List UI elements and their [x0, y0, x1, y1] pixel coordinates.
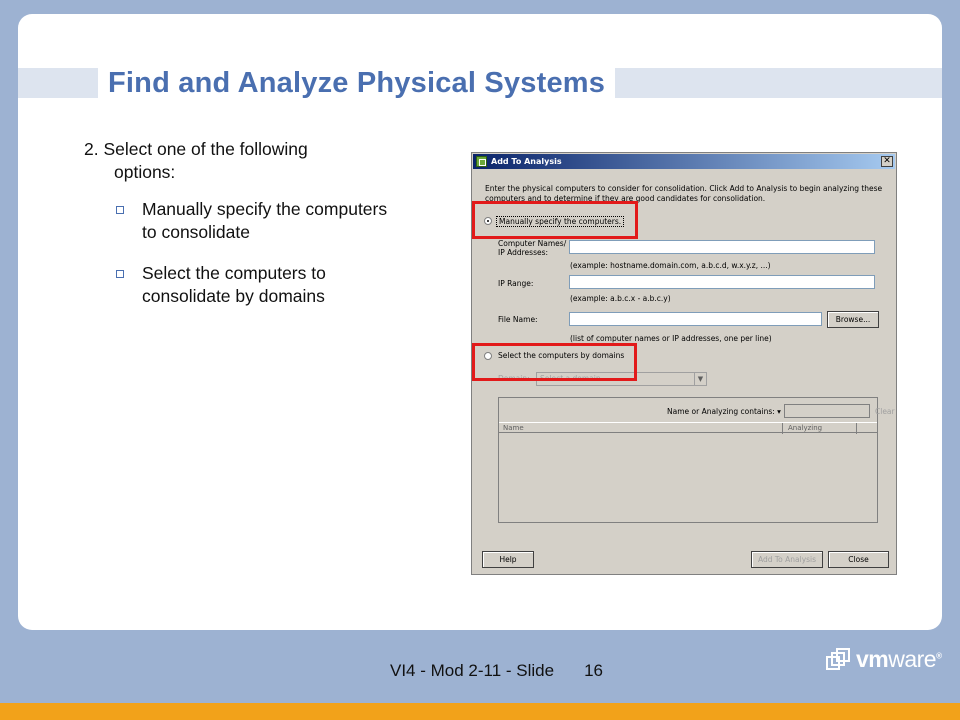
logo-bold: vm: [856, 646, 889, 672]
slide-number: 16: [584, 661, 604, 680]
browse-button[interactable]: Browse...: [827, 311, 879, 328]
bullet-text: Select the computers to consolidate by domains: [142, 263, 326, 306]
vmware-mark-icon: [826, 648, 852, 672]
close-button[interactable]: Close: [828, 551, 889, 568]
file-name-input[interactable]: [569, 312, 822, 326]
filter-label[interactable]: Name or Analyzing contains: ▾: [667, 407, 781, 416]
ip-range-input[interactable]: [569, 275, 875, 289]
ip-range-hint: (example: a.b.c.x - a.b.c.y): [570, 294, 671, 303]
clear-button[interactable]: Clear: [875, 407, 895, 416]
file-name-hint: (list of computer names or IP addresses, one per line): [570, 334, 772, 343]
vmware-logo: [826, 646, 942, 673]
help-button[interactable]: Help: [482, 551, 534, 568]
domain-label: Domain:: [498, 374, 530, 383]
bottom-accent-bar: [0, 703, 960, 720]
logo-light: ware: [888, 646, 937, 672]
logo-reg: ®: [936, 651, 942, 661]
footer-text: VI4 - Mod 2-11 - Slide: [390, 661, 555, 680]
column-divider[interactable]: [782, 423, 783, 434]
highlight-manual-option: [472, 201, 638, 239]
computer-names-label: [498, 239, 566, 257]
slide-title: Find and Analyze Physical Systems: [108, 66, 606, 99]
computer-names-input[interactable]: [569, 240, 875, 254]
square-bullet-icon: [116, 206, 124, 214]
radio-manual-label[interactable]: Manually specify the computers.: [496, 216, 624, 227]
computer-names-label-line1: Computer Names/: [498, 239, 567, 248]
vmware-wordmark: [856, 646, 942, 673]
slide-footer: [390, 661, 603, 681]
bullet-domains: [116, 262, 396, 308]
dialog-intro-text: Enter the physical computers to consider for consolidation. Click Add to Analysis to begin analyzing these computers and to determine if they are good candidates for consolidation.: [485, 184, 883, 203]
column-divider[interactable]: [856, 423, 857, 434]
radio-domains-label[interactable]: Select the computers by domains: [498, 351, 625, 360]
step-line-2: options:: [114, 162, 176, 182]
add-to-analysis-button[interactable]: Add To Analysis: [751, 551, 823, 568]
app-icon: [476, 156, 487, 167]
computer-names-label-line2: IP Addresses:: [498, 248, 549, 257]
step-line-1: 2. Select one of the following: [84, 139, 308, 159]
step-text: [84, 138, 414, 184]
list-body[interactable]: [499, 434, 877, 522]
bullet-text: Manually specify the computers to consolidate: [142, 199, 388, 242]
highlight-domains-option: [472, 343, 637, 381]
chevron-down-icon[interactable]: ▼: [694, 373, 706, 385]
title-box: [98, 64, 615, 102]
ip-range-label: IP Range:: [498, 279, 534, 288]
computer-list-panel: [498, 397, 895, 523]
bullet-manual: [116, 198, 396, 244]
filter-input[interactable]: [784, 404, 870, 418]
column-name[interactable]: Name: [503, 424, 524, 432]
dialog-title: Add To Analysis: [491, 157, 562, 166]
close-icon[interactable]: ✕: [881, 156, 893, 167]
computer-names-hint: (example: hostname.domain.com, a.b.c.d, w.x.y.z, ...): [570, 261, 771, 270]
column-analyzing[interactable]: Analyzing: [788, 424, 823, 432]
square-bullet-icon: [116, 270, 124, 278]
dialog-titlebar[interactable]: [473, 154, 895, 169]
list-header: [499, 422, 877, 433]
domain-select-value: Select a domain: [540, 374, 601, 383]
file-name-label: File Name:: [498, 315, 538, 324]
